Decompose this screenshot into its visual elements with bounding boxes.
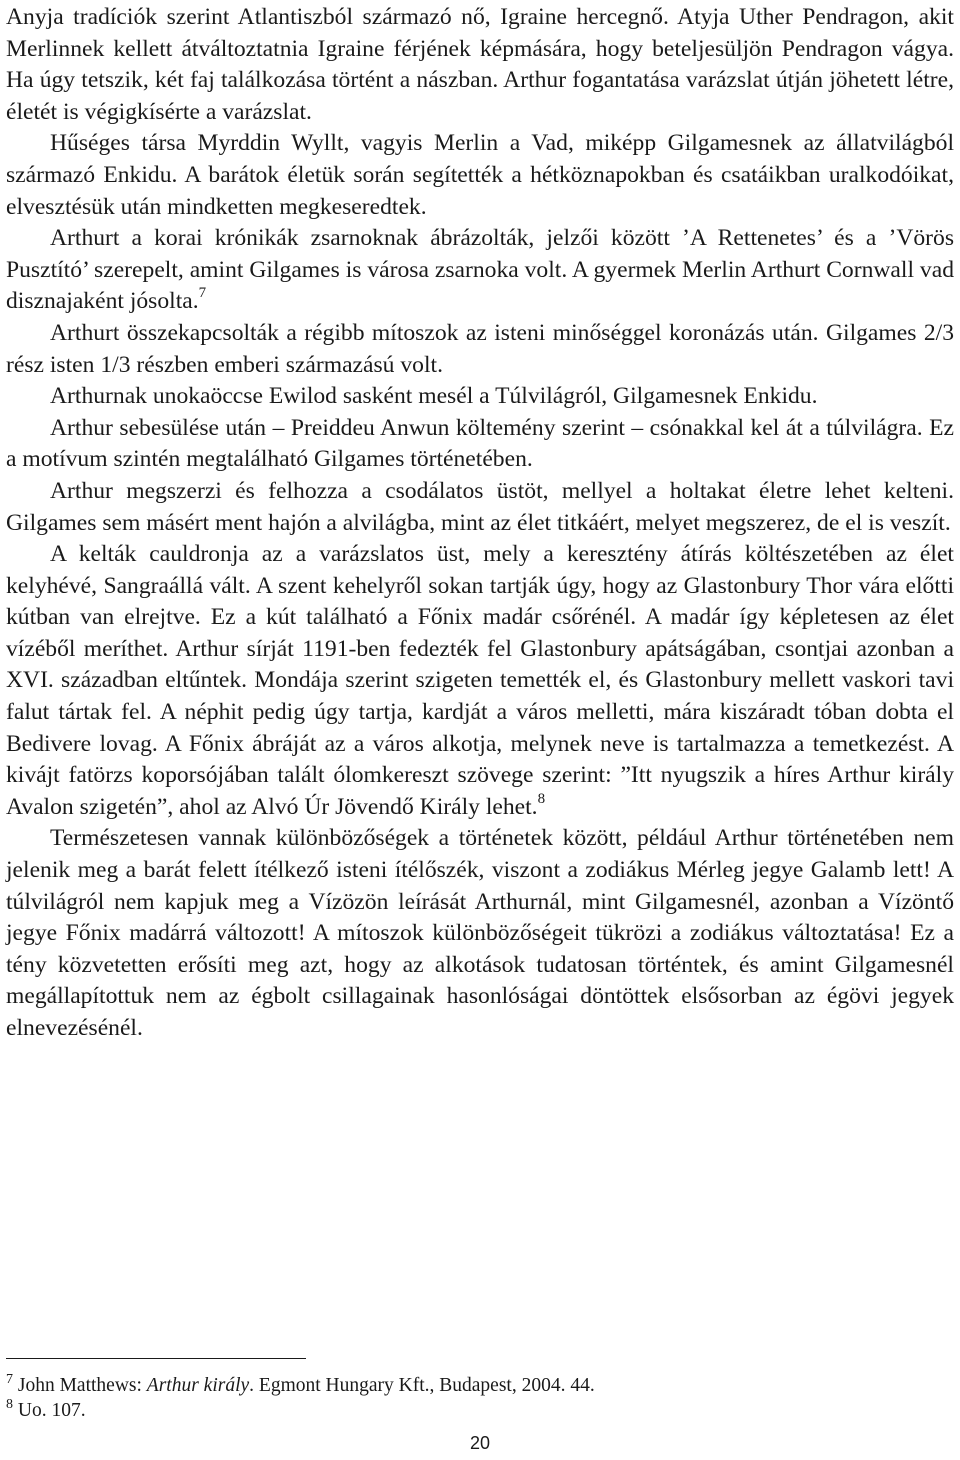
paragraph [6,128,954,223]
paragraph [6,476,954,539]
paragraph-text: Anyja tradíciók szerint Atlantiszból származó nő, Igraine hercegnő. Atyja Uther Pendragon, akit Merlinnek kellett átváltoztatnia Igraine férjének képmására, hogy beteljesüljön Pendragon vágya. Ha úgy tetszik, két faj találkozása történt a nászban. Arthur fogantatása varázslat útján jöhetett létre, életét is végigkísérte a varázslat. [6,4,954,125]
footnote [6,1398,946,1423]
paragraph-text: Arthurt a korai krónikák zsarnoknak ábrázolták, jelzői között ’A Rettenetes’ és a ’Vörös Pusztító’ szerepelt, amint Gilgames is városa zsarnoka volt. A gyermek Merlin Arthurt Cornwall vad disznajaként jósolta. [6,225,954,315]
footnote-reference[interactable]: 7 [198,285,207,302]
paragraph-text: Arthur megszerzi és felhozza a csodálatos üstöt, mellyel a holtakat életre lehet kelteni. Gilgames sem másért ment hajón a alvilágba, mint az élet titkáért, melyet megszerez, de el is veszít. [6,477,954,536]
paragraph-text: Arthur sebesülése után – Preiddeu Anwun költemény szerint – csónakkal kel át a túlvilágra. Ez a motívum szintén megtalálható Gilgames történetében. [6,414,954,473]
footnote-text: John Matthews: [17,1375,147,1396]
paragraph [6,539,954,823]
paragraph [6,413,954,476]
footnote-separator [6,1358,306,1359]
paragraph-text: Hűséges társa Myrddin Wyllt, vagyis Merlin a Vad, miképp Gilgamesnek az állatvilágból származó Enkidu. A barátok életük során segítették a hétköznapokban és csatáikban uralkodóikat, elvesztésük után mindketten megkeseredtek. [6,130,954,220]
footnotes [6,1373,946,1423]
paragraph [6,223,954,318]
paragraph-text: A kelták cauldronja az a varázslatos üst, mely a keresztény átírás költészetében az élet kelyhévé, Sangraállá vált. A szent kehelyről sokan tartják úgy, hogy az Glastonbury Thor vára előtti kútban van elrejtve. Ez a kút található a Főnix madár csőrénél. A madár így képletesen az élet vízéből meríthet. Arthur sírját 1191-ben fedezték fel Glastonbury apátságában, csontjai azonban a XVI. században eltűntek. Mondája szerint szigeten temették el, és Glastonbury mellett vaskori tavi falut tártak fel. A néphit pedig úgy tartja, kardját a város melletti, mára kiszáradt tóban dobta el Bedivere lovag. A Főnix ábráját az a város alkotja, melynek neve is tartalmazza a temetkezést. A kivájt fatörzs koporsójában talált ólomkereszt szövege szerint: ”Itt nyugszik a híres Arthur király Avalon szigetén”, ahol az Alvó Úr Jövendő Király lehet. [6,541,954,820]
body-text [6,2,954,1045]
footnote-marker: 8 [6,1396,13,1412]
paragraph [6,2,954,128]
paragraph [6,381,954,413]
paragraph [6,823,954,1044]
footnote-text: . Egmont Hungary Kft., Budapest, 2004. 44. [249,1375,595,1396]
page-number: 20 [469,1433,491,1453]
footnote-book-title: Arthur király [146,1375,250,1396]
paragraph-text: Arthurnak unokaöccse Ewilod sasként mesél a Túlvilágról, Gilgamesnek Enkidu. [50,383,818,410]
paragraph-text: Arthurt összekapcsolták a régibb mítoszok az isteni minőséggel koronázás után. Gilgames 2/3 rész isten 1/3 részben emberi származású volt. [6,319,954,378]
footnote-marker: 7 [6,1371,13,1387]
footnote-reference[interactable]: 8 [537,790,546,807]
paragraph-text: Természetesen vannak különbözőségek a történetek között, például Arthur történetében nem jelenik meg a barát felett ítélkező isteni ítélőszék, viszont a zodiákus Mérleg jegye Galamb lett! A túlvilágról nem kapjuk meg a Vízözön leírását Arthurnál, mint Gilgamesnél, azonban a Vízöntő jegye Főnix madárrá változott! A mítoszok különbözőségeit tükrözi a zodiákus változtatása! Ez a tény közvetetten erősíti meg azt, hogy az alkotások tudatosan történtek, és amint Gilgamesnél megállapítottuk nem az égbolt csillagainak hasonlóságai döntöttek elsősorban az égövi jegyek elnevezésénél. [6,825,954,1041]
footnote-text: Uo. 107. [17,1400,86,1421]
paragraph [6,318,954,381]
footnote [6,1373,946,1398]
